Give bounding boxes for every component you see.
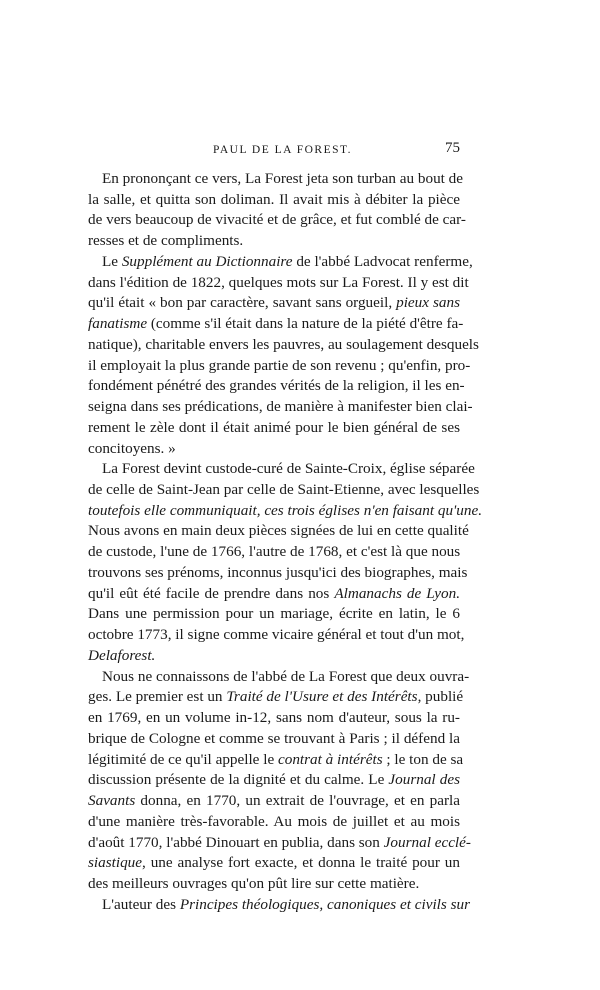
italic-phrase: contrat à intérêts [277, 750, 383, 768]
page-number: 75 [445, 140, 460, 156]
text-line: concitoyens. » [88, 439, 176, 457]
body-text [88, 169, 483, 915]
paragraph [88, 895, 471, 916]
text-line: des meilleurs ouvrages qu'on pût lire sur cette matière. [88, 874, 420, 892]
text-line: Dans une permission pour un mariage, écrite en latin, le 6 [88, 605, 460, 623]
text-line: la salle, et quitta son doliman. Il avait mis à débiter la pièce [88, 190, 460, 208]
italic-phrase: Principes théologiques, canoniques et civils sur [179, 895, 471, 913]
text-line [88, 501, 483, 522]
text-line: de vers beaucoup de vivacité et de grâce, et fut comblé de car- [88, 211, 466, 229]
italic-phrase: Supplément au Dictionnaire [121, 252, 293, 270]
text-line: brique de Cologne et comme se trouvant à Paris ; il défend la [88, 729, 460, 747]
text-line: Nous avons en main deux pièces signées de lui en cette qualité [88, 522, 469, 540]
text-line: dans l'édition de 1822, quelques mots sur La Forest. Il y est dit [88, 273, 469, 291]
text-line: de custode, l'une de 1766, l'autre de 1768, et c'est là que nous [88, 543, 461, 561]
text-line: qu'il était « bon par caractère, savant sans orgueil, pieux sans [88, 294, 460, 312]
text-line: L'auteur des Principes théologiques, canoniques et civils sur [102, 895, 471, 913]
paragraph [88, 459, 483, 666]
text-line: octobre 1773, il signe comme vicaire général et tout d'un mot, [88, 626, 465, 644]
text-line: en 1769, en un volume in-12, sans nom d'auteur, sous la ru- [88, 709, 460, 727]
italic-phrase: Journal des [388, 771, 460, 789]
text-line: Savants donna, en 1770, un extrait de l'ouvrage, et en parla [88, 792, 460, 810]
text-line: d'août 1770, l'abbé Dinouart en publia, dans son Journal ecclé- [88, 833, 471, 851]
text-line: rement le zèle dont il était animé pour le bien général de ses [88, 418, 460, 436]
italic-phrase: Savants [88, 792, 136, 810]
text-line: En prononçant ce vers, La Forest jeta son turban au bout de [102, 170, 464, 187]
text-line: qu'il eût été facile de prendre dans nos Almanachs de Lyon. [88, 584, 460, 602]
paragraph [88, 252, 479, 459]
text-line: fondément pénétré des grandes vérités de la religion, il les en- [88, 377, 465, 395]
text-line: discussion présente de la dignité et du calme. Le Journal des [88, 771, 460, 789]
text-line: resses et de compliments. [88, 232, 244, 250]
text-line: siastique, une analyse fort exacte, et donna le traité pour un [88, 854, 460, 872]
paragraph [88, 667, 471, 895]
text-line: La Forest devint custode-curé de Sainte-Croix, église séparée [102, 460, 475, 478]
italic-phrase: siastique [88, 854, 143, 872]
running-title: PAUL DE LA FOREST. [213, 144, 353, 156]
italic-phrase: fanatisme [88, 315, 148, 333]
text-line [88, 646, 460, 667]
text-line: trouvons ses prénoms, inconnus jusqu'ici des biographes, mais [88, 563, 468, 581]
text-line: ges. Le premier est un Traité de l'Usure et des Intérêts, publié [88, 688, 464, 706]
text-line: seigna dans ses prédications, de manière à manifester bien clai- [88, 398, 473, 416]
italic-phrase: Journal ecclé- [383, 833, 471, 851]
text-line: Le Supplément au Dictionnaire de l'abbé Ladvocat renferme, [102, 252, 473, 270]
italic-phrase: pieux sans [396, 294, 460, 312]
italic-phrase: Delaforest. [88, 646, 156, 664]
italic-phrase: Traité de l'Usure et des Intérêts [226, 688, 418, 706]
italic-phrase: toutefois elle communiquait, ces trois églises n'en faisant qu'une. [88, 501, 483, 519]
italic-phrase: Almanachs de Lyon. [334, 584, 460, 602]
text-line: natique), charitable envers les pauvres, au soulagement desquels [88, 335, 479, 353]
running-header [88, 140, 460, 164]
text-line: de celle de Saint-Jean par celle de Saint-Etienne, avec lesquelles [88, 481, 480, 499]
text-line: Nous ne connaissons de l'abbé de La Forest que deux ouvra- [102, 667, 470, 685]
text-line: il employait la plus grande partie de son revenu ; qu'enfin, pro- [88, 356, 471, 374]
text-line: d'une manière très-favorable. Au mois de juillet et au mois [88, 812, 460, 830]
text-line: fanatisme (comme s'il était dans la nature de la piété d'être fa- [88, 315, 464, 333]
text-line: légitimité de ce qu'il appelle le contrat à intérêts ; le ton de sa [88, 750, 464, 768]
paragraph [88, 169, 466, 252]
